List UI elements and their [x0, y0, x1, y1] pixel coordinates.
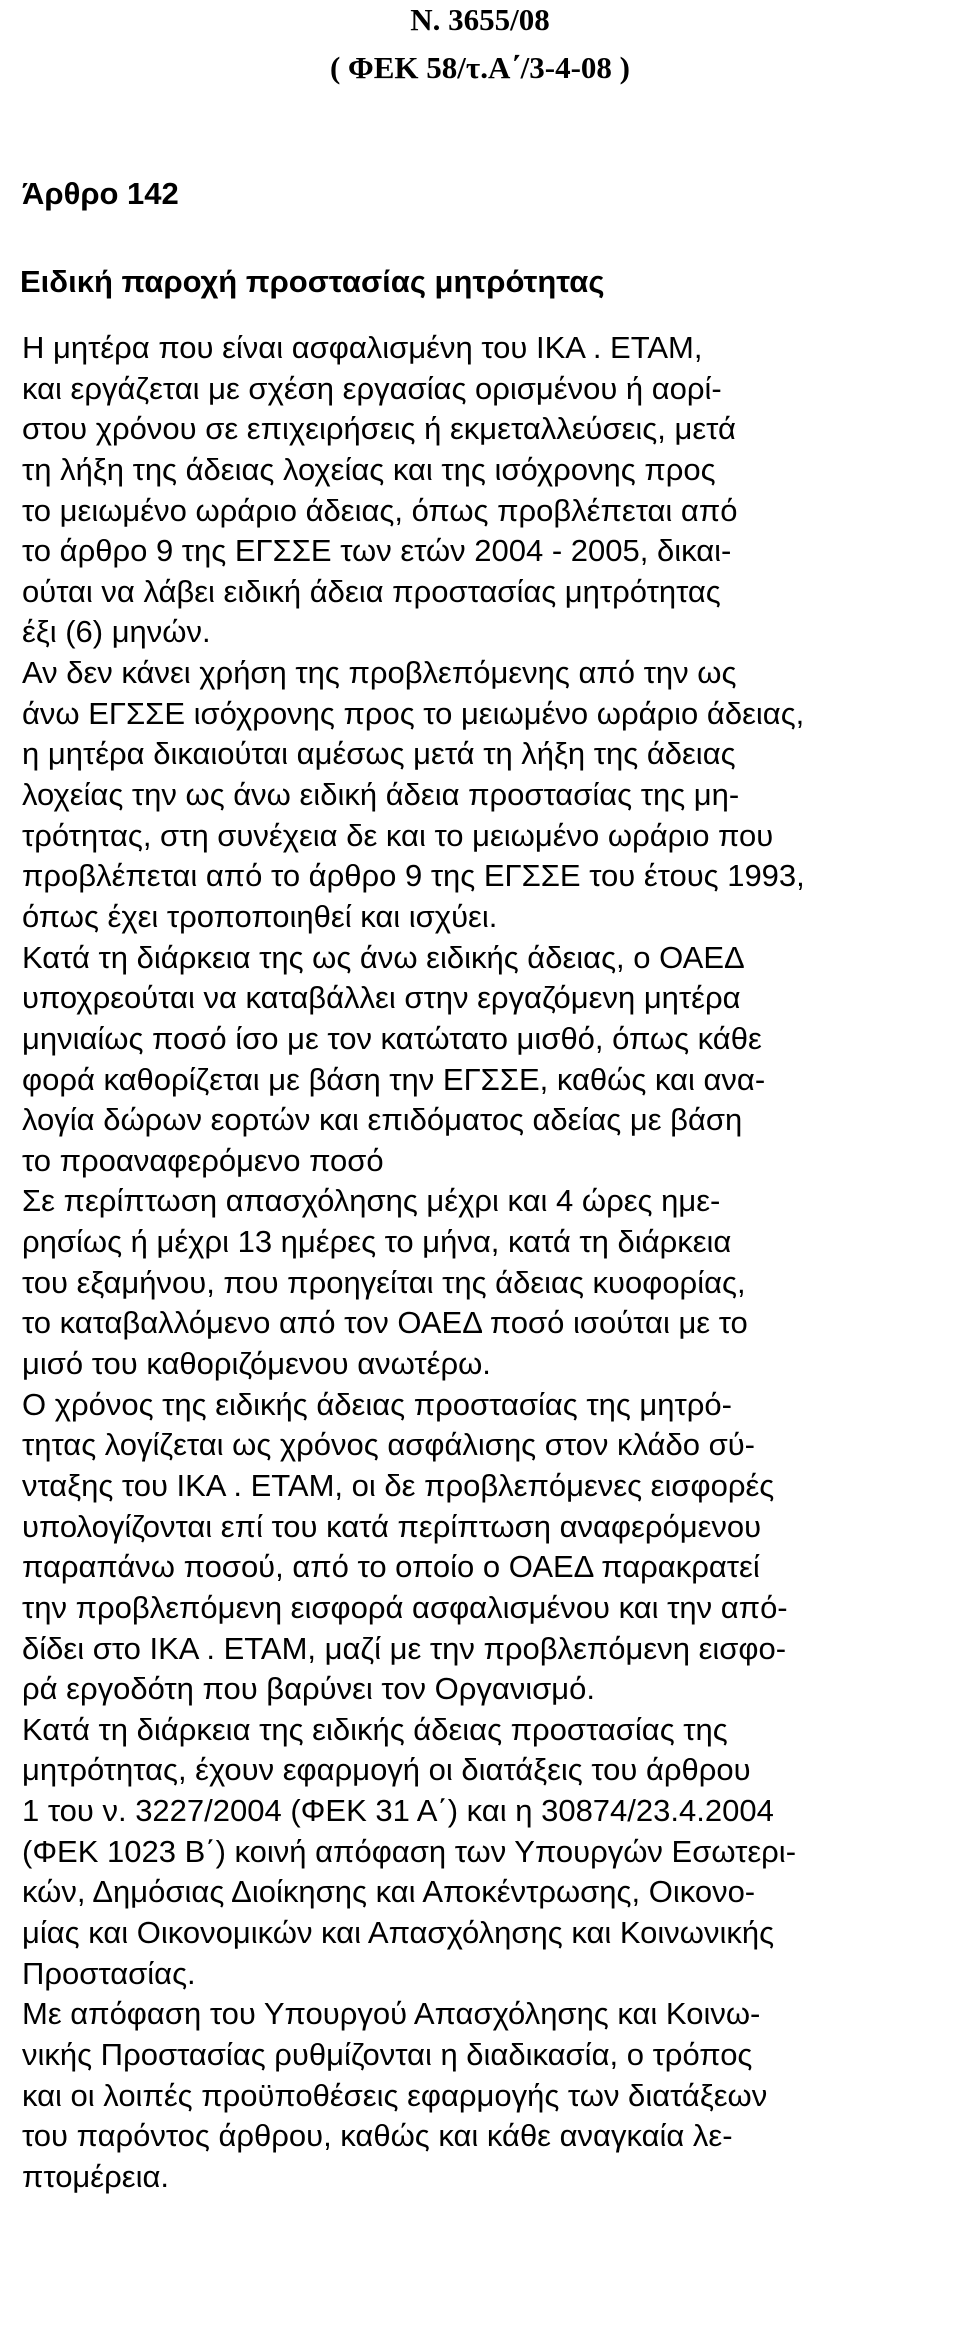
- body-line: φορά καθορίζεται με βάση την ΕΓΣΣΕ, καθώς και ανα-: [22, 1061, 766, 1097]
- body-line: το καταβαλλόμενο από τον ΟΑΕΔ ποσό ισούται με το: [22, 1305, 748, 1341]
- body-line: Ο χρόνος της ειδικής άδειας προστασίας της μητρό-: [22, 1386, 732, 1422]
- body-line: πτομέρεια.: [22, 2158, 169, 2194]
- body-line: υπολογίζονται επί του κατά περίπτωση αναφερόμενου: [22, 1508, 762, 1544]
- gazette-reference: ( ΦΕΚ 58/τ.Α΄/3-4-08 ): [329, 50, 630, 85]
- body-line: την προβλεπόμενη εισφορά ασφαλισμένου και την από-: [22, 1589, 788, 1625]
- body-line: του εξαμήνου, που προηγείται της άδειας κυοφορίας,: [22, 1264, 746, 1300]
- body-line: ούται να λάβει ειδική άδεια προστασίας μητρότητας: [22, 573, 721, 609]
- body-line: νταξης του ΙΚΑ . ΕΤΑΜ, οι δε προβλεπόμενες εισφορές: [22, 1467, 775, 1503]
- body-line: στου χρόνου σε επιχειρήσεις ή εκμεταλλεύσεις, μετά: [22, 411, 736, 447]
- article-body: [22, 328, 952, 2197]
- body-line: μίας και Οικονομικών και Απασχόλησης και Κοινωνικής: [22, 1914, 775, 1950]
- body-line: έξι (6) μηνών.: [22, 614, 211, 650]
- body-line: του παρόντος άρθρου, καθώς και κάθε αναγκαία λε-: [22, 2118, 733, 2154]
- body-line: μητρότητας, έχουν εφαρμογή οι διατάξεις του άρθρου: [22, 1752, 751, 1788]
- body-line: νικής Προστασίας ρυθμίζονται η διαδικασία, ο τρόπος: [22, 2036, 753, 2072]
- body-line: τη λήξη της άδειας λοχείας και της ισόχρονης προς: [22, 451, 716, 487]
- body-line: κών, Δημόσιας Διοίκησης και Αποκέντρωσης, Οικονο-: [22, 1874, 756, 1910]
- body-line: υποχρεούται να καταβάλλει στην εργαζόμενη μητέρα: [22, 980, 741, 1016]
- body-line: μηνιαίως ποσό ίσο με τον κατώτατο μισθό, όπως κάθε: [22, 1020, 762, 1056]
- body-line: το μειωμένο ωράριο άδειας, όπως προβλέπεται από: [22, 492, 738, 528]
- article-title: Ειδική παροχή προστασίας μητρότητας: [20, 264, 605, 299]
- body-line: όπως έχει τροποποιηθεί και ισχύει.: [22, 898, 498, 934]
- body-line: και οι λοιπές προϋποθέσεις εφαρμογής των διατάξεων: [22, 2077, 768, 2113]
- body-line: και εργάζεται με σχέση εργασίας ορισμένου ή αορί-: [22, 370, 722, 406]
- body-line: δίδει στο ΙΚΑ . ΕΤΑΜ, μαζί με την προβλεπόμενη εισφο-: [22, 1630, 787, 1666]
- article-number: Άρθρο 142: [22, 176, 179, 211]
- body-line: άνω ΕΓΣΣΕ ισόχρονης προς το μειωμένο ωράριο άδειας,: [22, 695, 805, 731]
- body-line: λογία δώρων εορτών και επιδόματος αδείας με βάση: [22, 1102, 743, 1138]
- body-line: το άρθρο 9 της ΕΓΣΣΕ των ετών 2004 - 2005, δικαι-: [22, 533, 732, 569]
- body-line: (ΦΕΚ 1023 Β΄) κοινή απόφαση των Υπουργών Εσωτερι-: [22, 1833, 797, 1869]
- body-line: Προστασίας.: [22, 1955, 196, 1991]
- body-line: η μητέρα δικαιούται αμέσως μετά τη λήξη της άδειας: [22, 736, 736, 772]
- body-line: λοχείας την ως άνω ειδική άδεια προστασίας της μη-: [22, 777, 740, 813]
- body-line: 1 του ν. 3227/2004 (ΦΕΚ 31 Α΄) και η 30874/23.4.2004: [22, 1793, 774, 1829]
- body-line: το προαναφερόμενο ποσό: [22, 1142, 384, 1178]
- body-line: μισό του καθοριζόμενου ανωτέρω.: [22, 1346, 491, 1382]
- body-line: Με απόφαση του Υπουργού Απασχόλησης και Κοινω-: [22, 1996, 761, 2032]
- body-line: προβλέπεται από το άρθρο 9 της ΕΓΣΣΕ του έτους 1993,: [22, 858, 805, 894]
- body-line: ρησίως ή μέχρι 13 ημέρες το μήνα, κατά τη διάρκεια: [22, 1224, 732, 1260]
- body-line: Αν δεν κάνει χρήση της προβλεπόμενης από την ως: [22, 655, 737, 691]
- body-line: Η μητέρα που είναι ασφαλισμένη του ΙΚΑ . ΕΤΑΜ,: [22, 330, 703, 365]
- body-line: Κατά τη διάρκεια της ως άνω ειδικής άδειας, ο ΟΑΕΔ: [22, 939, 745, 975]
- body-line: Σε περίπτωση απασχόλησης μέχρι και 4 ώρες ημε-: [22, 1183, 721, 1219]
- body-line: Κατά τη διάρκεια της ειδικής άδειας προστασίας της: [22, 1711, 728, 1747]
- body-line: ρά εργοδότη που βαρύνει τον Οργανισμό.: [22, 1671, 596, 1707]
- body-line: τρότητας, στη συνέχεια δε και το μειωμένο ωράριο που: [22, 817, 774, 853]
- body-line: παραπάνω ποσού, από το οποίο ο ΟΑΕΔ παρακρατεί: [22, 1549, 760, 1585]
- body-line: τητας λογίζεται ως χρόνος ασφάλισης στον κλάδο σύ-: [22, 1427, 755, 1463]
- law-number: Ν. 3655/08: [410, 2, 550, 37]
